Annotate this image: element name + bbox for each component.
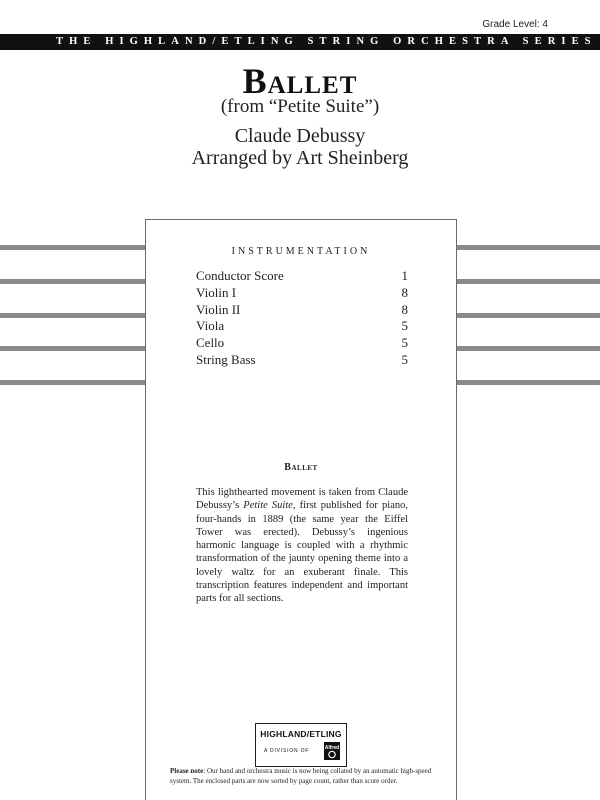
instrumentation-list [196, 268, 408, 369]
series-banner: THE HIGHLAND/ETLING STRING ORCHESTRA SERIES [0, 34, 600, 50]
instrument-row [196, 302, 408, 319]
description-part-2: , first published for piano, four-hands in 1889 (the same year the Eiffel Tower was erected). Debussy’s ingenious harmonic language is coupled with a rhythmic transformation of the jaunty opening theme into a lovely waltz for an exuberant finale. This transcription features independent and important parts for all sections. [196, 500, 408, 605]
instrument-row [196, 352, 408, 369]
instrument-name: Cello [196, 335, 225, 351]
collation-note [170, 766, 438, 786]
instrument-row [196, 285, 408, 302]
instrument-count: 8 [401, 284, 408, 300]
description-part-1: This lighthearted movement is taken from Claude Debussy’s [196, 487, 408, 512]
staff-line-decoration [457, 313, 600, 318]
staff-line-decoration [0, 346, 145, 351]
instrument-count: 8 [401, 301, 408, 317]
instrument-name: Violin II [196, 301, 241, 317]
instrument-name: Violin I [196, 284, 237, 300]
staff-line-decoration [0, 313, 145, 318]
instrument-count: 5 [401, 335, 408, 351]
staff-line-decoration [457, 279, 600, 284]
staff-line-decoration [457, 346, 600, 351]
note-text: : Our band and orchestra music is now being collated by an automatic high-speed system. The enclosed parts are now sorted by page count, rather than score order. [170, 767, 432, 785]
staff-line-decoration [457, 380, 600, 385]
instrument-name: String Bass [196, 351, 256, 367]
instrument-row [196, 318, 408, 335]
staff-line-decoration [0, 245, 145, 250]
description-work-title: Petite Suite [243, 500, 293, 512]
instrument-name: Conductor Score [196, 268, 284, 283]
instrument-count: 5 [401, 351, 408, 367]
piece-subtitle: (from “Petite Suite”) [220, 96, 380, 117]
content-panel [145, 219, 457, 800]
instrument-count: 1 [401, 268, 408, 283]
grade-level: Grade Level: 4 [482, 19, 548, 30]
instrument-row [196, 335, 408, 352]
svg-text:Alfred: Alfred [324, 745, 340, 751]
instrument-name: Viola [196, 318, 225, 334]
arranger-name: Arranged by Art Sheinberg [191, 147, 409, 169]
publisher-division: A DIVISION OF [264, 748, 310, 754]
piece-title: Ballet [242, 61, 358, 101]
instrument-count: 5 [401, 318, 408, 334]
description-text [196, 486, 408, 606]
publisher-logo [255, 723, 347, 767]
description-heading: Ballet [284, 462, 318, 473]
instrument-row [196, 268, 408, 285]
alfred-logo-icon [324, 742, 340, 760]
staff-line-decoration [0, 380, 145, 385]
publisher-brand: HIGHLAND/ETLING [260, 729, 342, 739]
staff-line-decoration [457, 245, 600, 250]
instrumentation-heading: INSTRUMENTATION [231, 246, 371, 257]
note-label: Please note [170, 767, 204, 775]
staff-line-decoration [0, 279, 145, 284]
composer-name: Claude Debussy [234, 125, 366, 147]
